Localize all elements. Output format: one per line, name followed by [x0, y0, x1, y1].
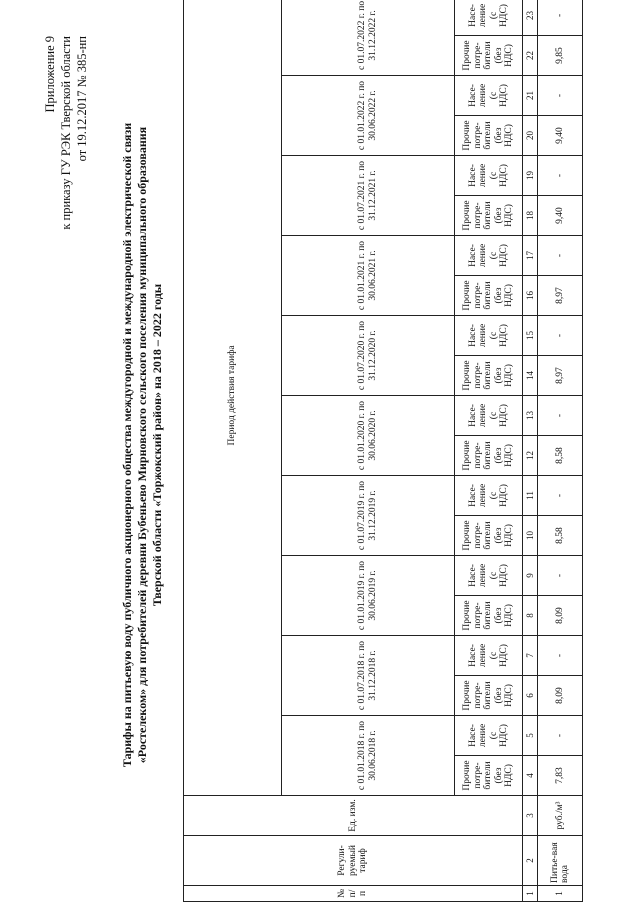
- title-line-1: Тарифы на питьевую воду публичного акционерного общества междугородной и международной электрической связи: [120, 122, 134, 768]
- header-period: Период действия тарифа: [184, 0, 282, 796]
- column-number: 23: [523, 0, 538, 36]
- period-header: с 01.01.2022 г. по 30.06.2022 г.: [281, 76, 454, 156]
- column-number: 20: [523, 116, 538, 156]
- column-number: 12: [523, 436, 538, 476]
- tariff-value-cell: -: [538, 636, 583, 676]
- tariff-value-cell: 9,40: [538, 116, 583, 156]
- period-header: с 01.07.2018 г. по 31.12.2018 г.: [281, 636, 454, 716]
- tariff-value-cell: 8,58: [538, 436, 583, 476]
- row-number: 1: [538, 886, 583, 902]
- column-number: 14: [523, 356, 538, 396]
- appendix-line-3: от 19.12.2017 № 385-нп: [75, 36, 89, 162]
- tariff-value-cell: -: [538, 236, 583, 276]
- appendix-line-1: Приложение 9: [43, 36, 57, 113]
- period-header: с 01.01.2020 г. по 30.06.2020 г.: [281, 396, 454, 476]
- tariff-value-cell: 8,58: [538, 516, 583, 556]
- tariff-value-cell: -: [538, 716, 583, 756]
- subheader-population: Насе- ление (с НДС): [455, 76, 523, 116]
- subheader-other-consumers: Прочие потре- бители (без НДС): [455, 756, 523, 796]
- row-tariff-name: Питье-вая вода: [538, 836, 583, 886]
- subheader-population: Насе- ление (с НДС): [455, 316, 523, 356]
- subheader-other-consumers: Прочие потре- бители (без НДС): [455, 516, 523, 556]
- column-number: 17: [523, 236, 538, 276]
- column-number: 22: [523, 36, 538, 76]
- subheader-population: Насе- ление (с НДС): [455, 476, 523, 516]
- tariff-table: [183, 0, 583, 902]
- column-number: 5: [523, 716, 538, 756]
- period-header: с 01.07.2021 г. по 31.12.2021 г.: [281, 156, 454, 236]
- column-number: 13: [523, 396, 538, 436]
- column-number: 8: [523, 596, 538, 636]
- tariff-value-cell: 9,40: [538, 196, 583, 236]
- header-unit: Ед. изм.: [184, 796, 523, 836]
- tariff-value-cell: -: [538, 476, 583, 516]
- column-number: 9: [523, 556, 538, 596]
- period-header: с 01.01.2019 г. по 30.06.2019 г.: [281, 556, 454, 636]
- column-number: 10: [523, 516, 538, 556]
- subheader-population: Насе- ление (с НДС): [455, 556, 523, 596]
- subheader-population: Насе- ление (с НДС): [455, 396, 523, 436]
- period-header: с 01.07.2022 г. по 31.12.2022 г.: [281, 0, 454, 76]
- subheader-other-consumers: Прочие потре- бители (без НДС): [455, 436, 523, 476]
- subheader-population: Насе- ление (с НДС): [455, 636, 523, 676]
- column-number: 7: [523, 636, 538, 676]
- subheader-other-consumers: Прочие потре- бители (без НДС): [455, 36, 523, 76]
- subheader-population: Насе- ление (с НДС): [455, 716, 523, 756]
- subheader-other-consumers: Прочие потре- бители (без НДС): [455, 676, 523, 716]
- column-number: 11: [523, 476, 538, 516]
- subheader-other-consumers: Прочие потре- бители (без НДС): [455, 276, 523, 316]
- tariff-value-cell: -: [538, 556, 583, 596]
- title-line-3: Тверской области «Торжокский район» на 2018 – 2022 годы: [150, 283, 164, 607]
- subheader-other-consumers: Прочие потре- бители (без НДС): [455, 116, 523, 156]
- column-number: 2: [523, 836, 538, 886]
- tariff-value-cell: 8,09: [538, 596, 583, 636]
- appendix-reference: [42, 36, 90, 346]
- tariff-value-cell: -: [538, 316, 583, 356]
- tariff-value-cell: 9,85: [538, 36, 583, 76]
- tariff-value-cell: 8,97: [538, 276, 583, 316]
- column-number: 1: [523, 886, 538, 902]
- tariff-value-cell: -: [538, 76, 583, 116]
- period-header: с 01.01.2018 г. по 30.06.2018 г.: [281, 716, 454, 796]
- column-number: 15: [523, 316, 538, 356]
- column-number: 4: [523, 756, 538, 796]
- column-number: 6: [523, 676, 538, 716]
- period-header: с 01.01.2021 г. по 30.06.2021 г.: [281, 236, 454, 316]
- appendix-line-2: к приказу ГУ РЭК Тверской области: [59, 36, 73, 230]
- period-header: с 01.07.2019 г. по 31.12.2019 г.: [281, 476, 454, 556]
- subheader-population: Насе- ление (с НДС): [455, 236, 523, 276]
- row-unit: руб./м³: [538, 796, 583, 836]
- column-number: 3: [523, 796, 538, 836]
- column-number: 16: [523, 276, 538, 316]
- column-number: 21: [523, 76, 538, 116]
- tariff-value-cell: 8,97: [538, 356, 583, 396]
- title-line-2: «Ростелеком» для потребителей деревни Бубеньево Мирновского сельского поселения муниципального образования: [135, 126, 149, 764]
- tariff-value-cell: -: [538, 0, 583, 36]
- column-number: 19: [523, 156, 538, 196]
- column-number: 18: [523, 196, 538, 236]
- subheader-other-consumers: Прочие потре- бители (без НДС): [455, 596, 523, 636]
- subheader-population: Насе- ление (с НДС): [455, 0, 523, 36]
- document-title: [120, 105, 165, 785]
- header-tariff: Регули-руемый тариф: [184, 836, 523, 886]
- tariff-value-cell: -: [538, 156, 583, 196]
- tariff-value-cell: -: [538, 396, 583, 436]
- subheader-other-consumers: Прочие потре- бители (без НДС): [455, 196, 523, 236]
- tariff-value-cell: 8,09: [538, 676, 583, 716]
- period-header: с 01.07.2020 г. по 31.12.2020 г.: [281, 316, 454, 396]
- subheader-population: Насе- ление (с НДС): [455, 156, 523, 196]
- tariff-value-cell: 7,83: [538, 756, 583, 796]
- subheader-other-consumers: Прочие потре- бители (без НДС): [455, 356, 523, 396]
- header-num: № п/ п: [184, 886, 523, 902]
